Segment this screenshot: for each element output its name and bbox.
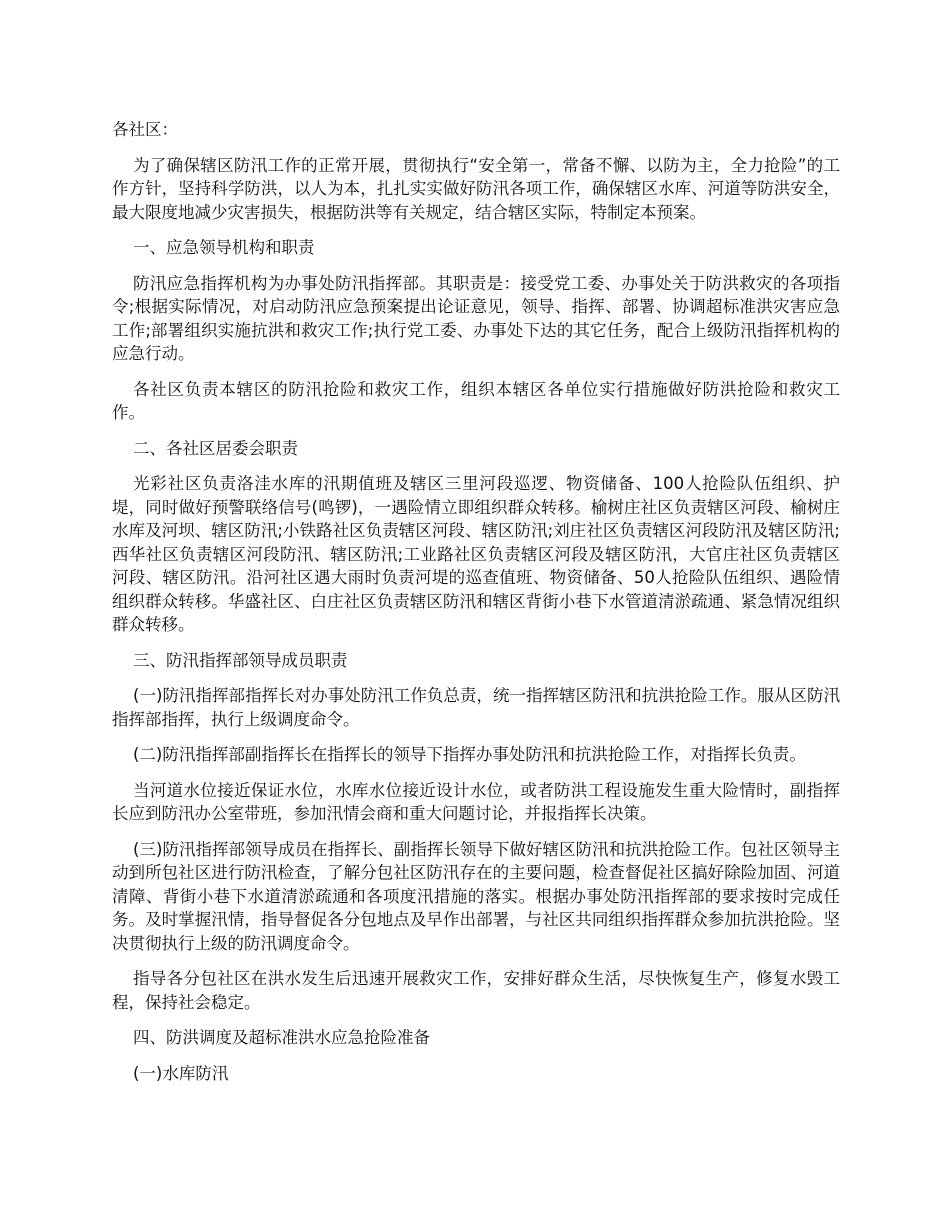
paragraph-water-level: 当河道水位接近保证水位，水库水位接近设计水位，或者防洪工程设施发生重大险情时，副指挥长应到防汛办公室带班，参加汛情会商和重大问题讨论，并报指挥长决策。 [112,780,840,823]
salutation: 各社区： [112,120,178,139]
paragraph-command-duties: 防汛应急指挥机构为办事处防汛指挥部。其职责是：接受党工委、办事处关于防洪救灾的各项指令;根据实际情况，对启动防汛应急预案提出论证意见，领导、指挥、部署、协调超标准洪灾害应急工作;部署组织实施抗洪和救灾工作;执行党工委、办事处下达的其它任务，配合上级防汛指挥机构的应急行动。 [112,273,840,363]
paragraph-intro: 为了确保辖区防汛工作的正常开展，贯彻执行“安全第一，常备不懈、以防为主，全力抢险”的工作方针，坚持科学防洪，以人为本，扎扎实实做好防汛各项工作，确保辖区水库、河道等防洪安全，最大限度地减少灾害损失，根据防洪等有关规定，结合辖区实际，特制定本预案。 [112,155,840,222]
document-page [112,118,840,1097]
paragraph-leadership-members: (三)防汛指挥部领导成员在指挥长、副指挥长领导下做好辖区防汛和抗洪抢险工作。包社区领导主动到所包社区进行防汛检查，了解分包社区防汛存在的主要问题，检查督促社区搞好除险加固、河道清障、背街小巷下水道清淤疏通和各项度汛措施的落实。根据办事处防汛指挥部的要求按时完成任务。及时掌握汛情，指导督促各分包地点及早作出部署，与社区共同组织指挥群众参加抗洪抢险。坚决贯彻执行上级的防汛调度命令。 [112,839,840,953]
section-heading-3: 三、防汛指挥部领导成员职责 [132,650,348,670]
paragraph-commander: (一)防汛指挥部指挥长对办事处防汛工作负总责，统一指挥辖区防汛和抗洪抢险工作。服从区防汛指挥部指挥，执行上级调度命令。 [112,686,840,729]
paragraph-community-assignments: 光彩社区负责洛洼水库的汛期值班及辖区三里河段巡逻、物资储备、100人抢险队伍组织、护堤，同时做好预警联络信号(鸣锣)，一遇险情立即组织群众转移。榆树庄社区负责辖区河段、榆树庄水库及河坝、辖区防汛;小铁路社区负责辖区河段、辖区防汛;刘庄社区负责辖区河段防汛及辖区防汛;西华社区负责辖区河段防汛、辖区防汛;工业路社区负责辖区河段及辖区防汛，大官庄社区负责辖区河段、辖区防汛。沿河社区遇大雨时负责河堤的巡查值班、物资储备、50人抢险队伍组织、遇险情组织群众转移。华盛社区、白庄社区负责辖区防汛和辖区背街小巷下水管道清淤疏通、紧急情况组织群众转移。 [112,474,840,634]
section-heading-2: 二、各社区居委会职责 [132,438,298,458]
paragraph-deputy-commander: (二)防汛指挥部副指挥长在指挥长的领导下指挥办事处防汛和抗洪抢险工作，对指挥长负责。 [132,745,806,764]
section-heading-4: 四、防洪调度及超标准洪水应急抢险准备 [132,1028,430,1047]
paragraph-disaster-relief: 指导各分包社区在洪水发生后迅速开展救灾工作，安排好群众生活，尽快恢复生产，修复水毁工程，保持社会稳定。 [112,969,840,1012]
subsection-heading-reservoir: (一)水库防汛 [132,1063,229,1083]
paragraph-community-duties: 各社区负责本辖区的防汛抢险和救灾工作，组织本辖区各单位实行措施做好防洪抢险和救灾工作。 [112,379,840,422]
section-heading-1: 一、应急领导机构和职责 [132,238,315,257]
